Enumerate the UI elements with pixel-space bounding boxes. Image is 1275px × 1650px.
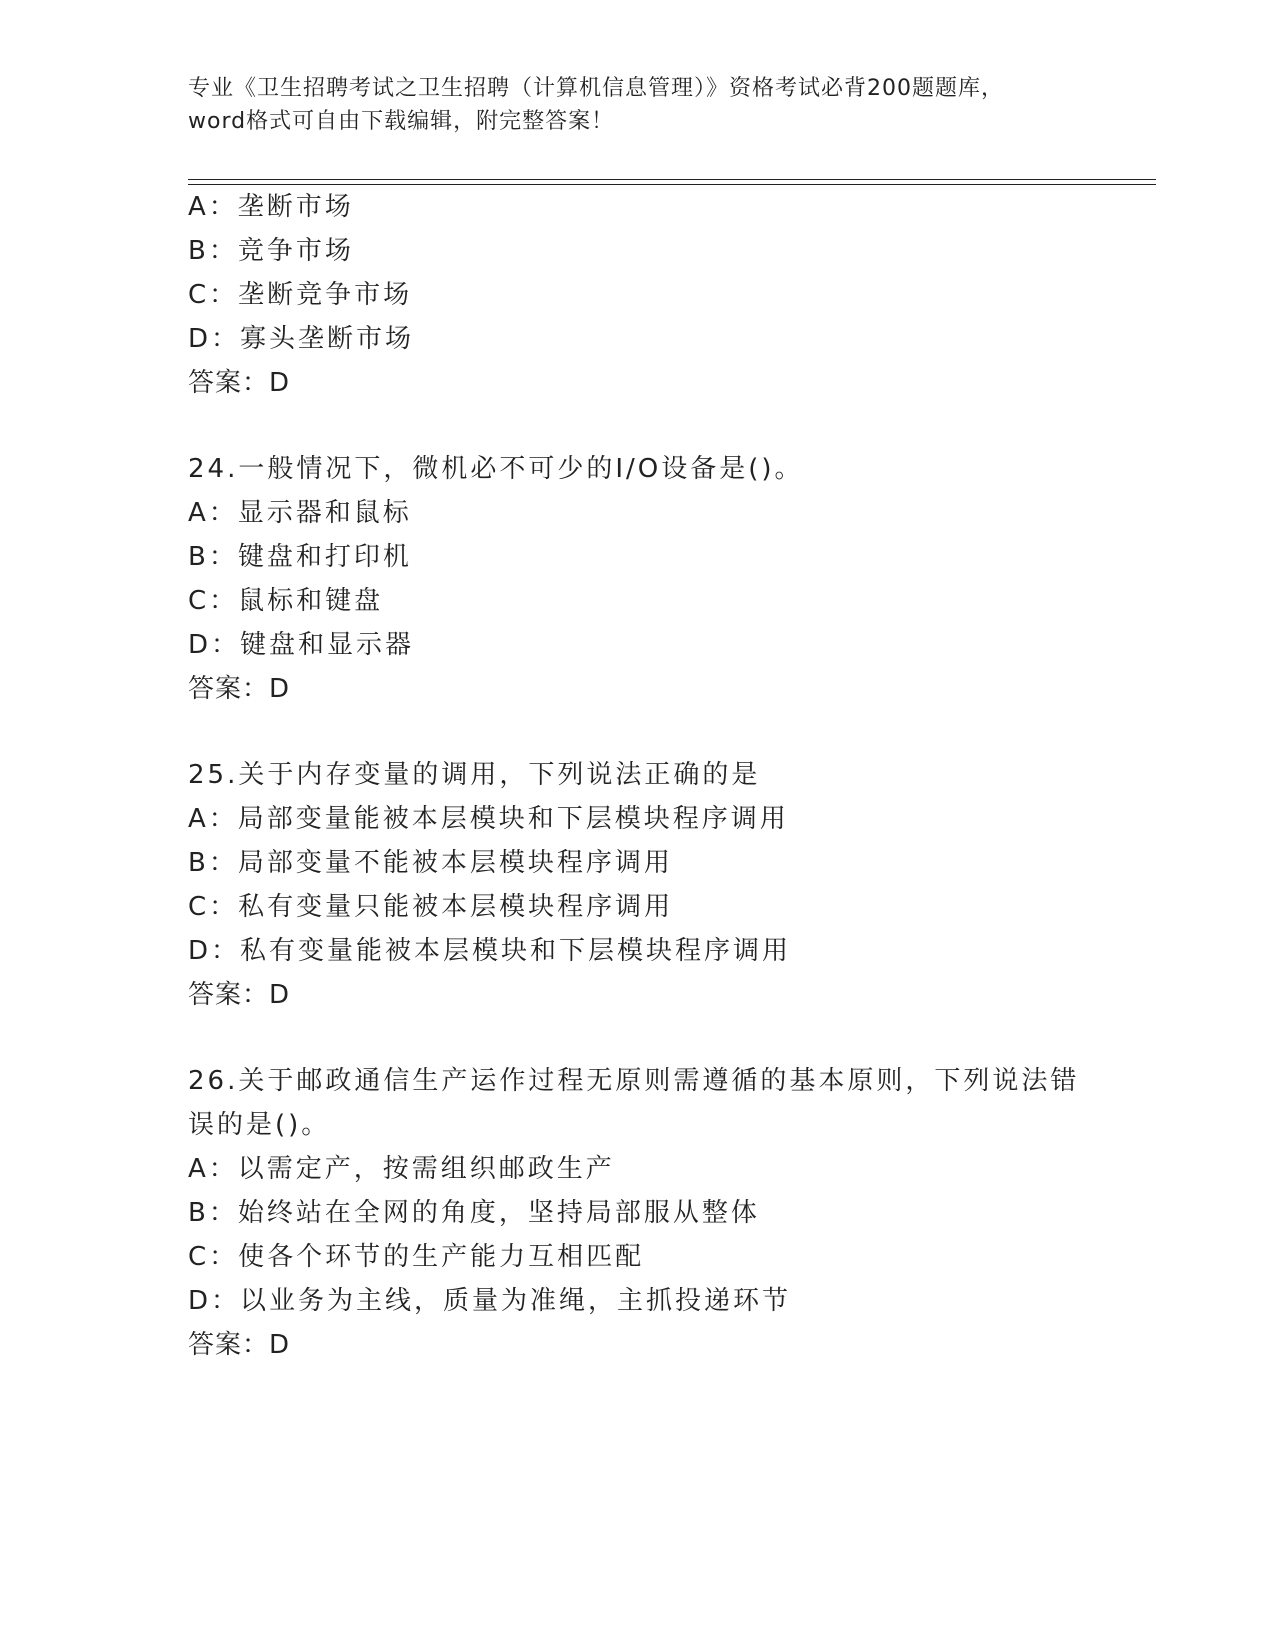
header-title-line-1: 专业《卫生招聘考试之卫生招聘（计算机信息管理）》资格考试必背200题题库， xyxy=(188,76,1004,101)
q23-option-b: B：竞争市场 xyxy=(188,236,354,266)
q25-option-d: D：私有变量能被本层模块和下层模块程序调用 xyxy=(188,936,792,966)
q26-stem-line-1: 26.关于邮政通信生产运作过程无原则需遵循的基本原则，下列说法错 xyxy=(188,1066,1080,1096)
q26-option-b: B：始终站在全网的角度，坚持局部服从整体 xyxy=(188,1198,760,1228)
q23-option-a: A：垄断市场 xyxy=(188,192,354,222)
q23-answer: 答案：D xyxy=(188,368,291,398)
q26-option-a: A：以需定产，按需组织邮政生产 xyxy=(188,1154,615,1184)
q24-answer: 答案：D xyxy=(188,674,291,704)
q24-option-a: A：显示器和鼠标 xyxy=(188,498,412,528)
q26-option-c: C：使各个环节的生产能力互相匹配 xyxy=(188,1242,645,1272)
q24-option-c: C：鼠标和键盘 xyxy=(188,586,384,616)
q25-option-a: A：局部变量能被本层模块和下层模块程序调用 xyxy=(188,804,789,834)
header-divider-top xyxy=(188,179,1156,180)
document-header xyxy=(188,72,1088,138)
header-divider-bottom xyxy=(188,184,1156,185)
q26-stem-line-2: 误的是()。 xyxy=(188,1110,331,1140)
q23-option-d: D：寡头垄断市场 xyxy=(188,324,415,354)
q24-stem: 24.一般情况下，微机必不可少的I/O设备是()。 xyxy=(188,454,804,484)
q25-stem: 25.关于内存变量的调用，下列说法正确的是 xyxy=(188,760,761,790)
q23-option-c: C：垄断竞争市场 xyxy=(188,280,413,310)
q25-option-c: C：私有变量只能被本层模块程序调用 xyxy=(188,892,674,922)
q25-answer: 答案：D xyxy=(188,980,291,1010)
q24-option-b: B：键盘和打印机 xyxy=(188,542,412,572)
q25-option-b: B：局部变量不能被本层模块程序调用 xyxy=(188,848,673,878)
q24-option-d: D：键盘和显示器 xyxy=(188,630,415,660)
q26-answer: 答案：D xyxy=(188,1330,291,1360)
header-title-line-2: word格式可自由下载编辑，附完整答案！ xyxy=(188,109,615,134)
q26-option-d: D：以业务为主线，质量为准绳，主抓投递环节 xyxy=(188,1286,792,1316)
